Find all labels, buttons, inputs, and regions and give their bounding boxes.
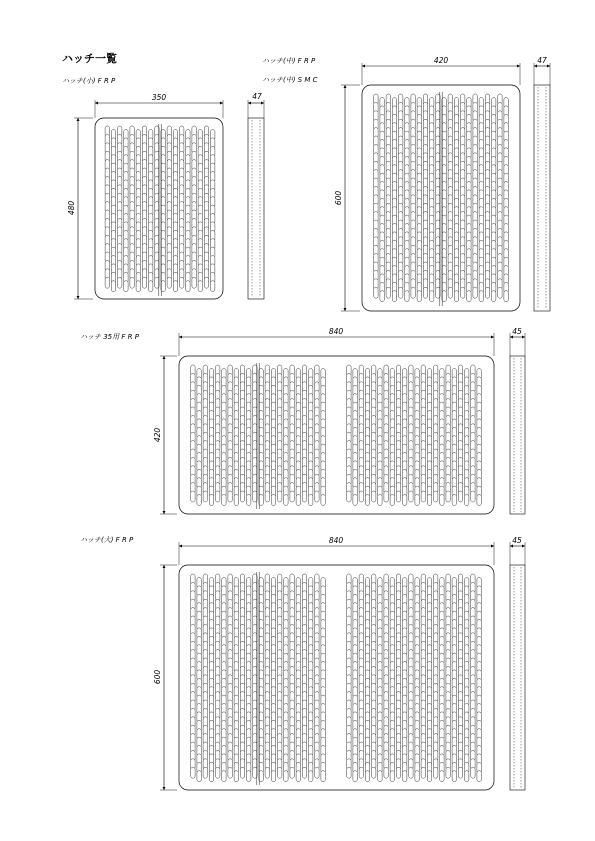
grating-slot [399,287,403,298]
grating-slot [409,767,413,778]
grating-slot [440,771,444,782]
grating-slot [465,771,469,782]
grating-slot [347,767,351,778]
grating-slot [240,491,244,502]
grating-slot [209,771,213,782]
grating-slot [309,771,313,782]
hatch-medium-depth-dim: 47 [537,56,547,65]
grating-slot [365,495,369,506]
grating-slot [461,287,465,298]
hatch-small-label: ハッチ(小) F R P [62,77,116,85]
grating-slot [374,287,378,298]
grating-slot [471,767,475,778]
grating-slot [315,491,319,502]
grating-slot [427,495,431,506]
grating-slot [186,281,190,292]
grating-slot [417,291,421,302]
grating-slot [492,291,496,302]
grating-slot [136,281,140,292]
grating-slot [430,291,434,302]
grating-slot [234,771,238,782]
grating-slot [392,291,396,302]
page-title: ハッチ一覧 [62,52,117,65]
grating-slot [191,491,195,502]
grating-slot [434,491,438,502]
grating-slot [247,771,251,782]
grating-slot [265,491,269,502]
grating-slot [390,495,394,506]
grating-slot [415,495,419,506]
hatch-large-height-dim: 600 [153,669,162,685]
grating-slot [278,767,282,778]
grating-slot [192,277,196,288]
grating-slot [265,767,269,778]
grating-slot [197,495,201,506]
grating-slot [228,767,232,778]
grating-slot [197,771,201,782]
hatch-large-width-dim: 840 [328,536,344,545]
grating-slot [118,277,122,288]
grating-slot [409,491,413,502]
grating-slot [405,291,409,302]
grating-slot [396,491,400,502]
grating-slot [247,495,251,506]
grating-slot [372,491,376,502]
grating-slot [421,491,425,502]
grating-slot [253,491,257,502]
grating-slot [471,491,475,502]
grating-slot [302,491,306,502]
grating-slot [149,281,153,292]
grating-slot [403,771,407,782]
grating-slot [436,287,440,298]
hatch-small-side-view [248,118,264,299]
grating-slot [234,495,238,506]
grating-slot [321,771,325,782]
grating-slot [359,767,363,778]
grating-slot [452,495,456,506]
hatch-large-label: ハッチ(大) F R P [80,536,134,544]
grating-slot [473,287,477,298]
hatch-medium-label-frp: ハッチ(中) F R P [262,57,316,65]
hatch-35 [80,327,525,514]
grating-slot [448,287,452,298]
grating-slot [216,767,220,778]
grating-slot [222,771,226,782]
grating-slot [458,767,462,778]
grating-slot [105,277,109,288]
grating-slot [180,277,184,288]
grating-slot [384,491,388,502]
grating-slot [203,491,207,502]
grating-slot [440,495,444,506]
grating-slot [477,771,481,782]
grating-slot [290,491,294,502]
grating-slot [209,495,213,506]
grating-slot [353,771,357,782]
grating-slot [347,491,351,502]
grating-slot [161,281,165,292]
hatch-medium-label-smc: ハッチ(中) S M C [262,76,318,84]
grating-slot [442,291,446,302]
grating-slot [504,291,508,302]
hatch-large [80,536,525,790]
grating-slot [211,281,215,292]
grating-slot [130,277,134,288]
grating-slot [384,767,388,778]
hatch-large-side-view [510,565,525,790]
grating-slot [216,491,220,502]
grating-slot [167,277,171,288]
hatch-medium-height-dim: 600 [334,190,343,206]
grating-slot [380,291,384,302]
grating-slot [271,771,275,782]
grating-slot [446,491,450,502]
grating-slot [296,771,300,782]
grating-slot [458,491,462,502]
grating-slot [253,767,257,778]
grating-slot [427,771,431,782]
grating-slot [423,287,427,298]
grating-slot [284,495,288,506]
grating-slot [240,767,244,778]
grating-slot [173,281,177,292]
grating-slot [191,767,195,778]
grating-slot [296,495,300,506]
hatch-medium [262,56,550,311]
grating-slot [271,495,275,506]
grating-slot [467,291,471,302]
grating-slot [386,287,390,298]
grating-slot [390,771,394,782]
grating-slot [124,281,128,292]
grating-slot [365,771,369,782]
grating-slot [485,287,489,298]
hatch-small [62,77,264,299]
grating-slot [321,495,325,506]
grating-slot [203,767,207,778]
hatch-medium-width-dim: 420 [433,56,449,65]
grating-slot [353,495,357,506]
hatch-medium-side-view [534,85,550,311]
grating-slot [290,767,294,778]
grating-slot [222,495,226,506]
grating-slot [479,291,483,302]
grating-slot [155,277,159,288]
grating-slot [111,281,115,292]
grating-slot [284,771,288,782]
grating-slot [204,277,208,288]
hatch-small-width-dim: 350 [151,93,167,102]
grating-slot [359,491,363,502]
grating-slot [378,495,382,506]
grating-slot [434,767,438,778]
grating-slot [421,767,425,778]
grating-slot [452,771,456,782]
grating-slot [403,495,407,506]
grating-slot [228,491,232,502]
grating-slot [142,277,146,288]
hatch-35-depth-dim: 45 [512,327,522,336]
grating-slot [259,495,263,506]
grating-slot [396,767,400,778]
hatch-small-depth-dim: 47 [252,92,262,101]
grating-slot [411,287,415,298]
grating-slot [302,767,306,778]
grating-slot [198,281,202,292]
grating-slot [446,767,450,778]
grating-slot [415,771,419,782]
hatch-35-label: ハッチ 35用 F R P [80,333,139,341]
hatch-35-side-view [510,356,525,514]
grating-slot [372,767,376,778]
grating-slot [477,495,481,506]
hatch-35-width-dim: 840 [328,327,344,336]
hatch-35-height-dim: 420 [153,427,162,443]
grating-slot [378,771,382,782]
grating-slot [315,767,319,778]
hatch-large-depth-dim: 45 [512,536,522,545]
grating-slot [498,287,502,298]
grating-slot [259,771,263,782]
grating-slot [278,491,282,502]
hatch-small-height-dim: 480 [67,200,76,216]
grating-slot [454,291,458,302]
hatch-medium-outline [362,85,520,311]
grating-slot [309,495,313,506]
grating-slot [465,495,469,506]
